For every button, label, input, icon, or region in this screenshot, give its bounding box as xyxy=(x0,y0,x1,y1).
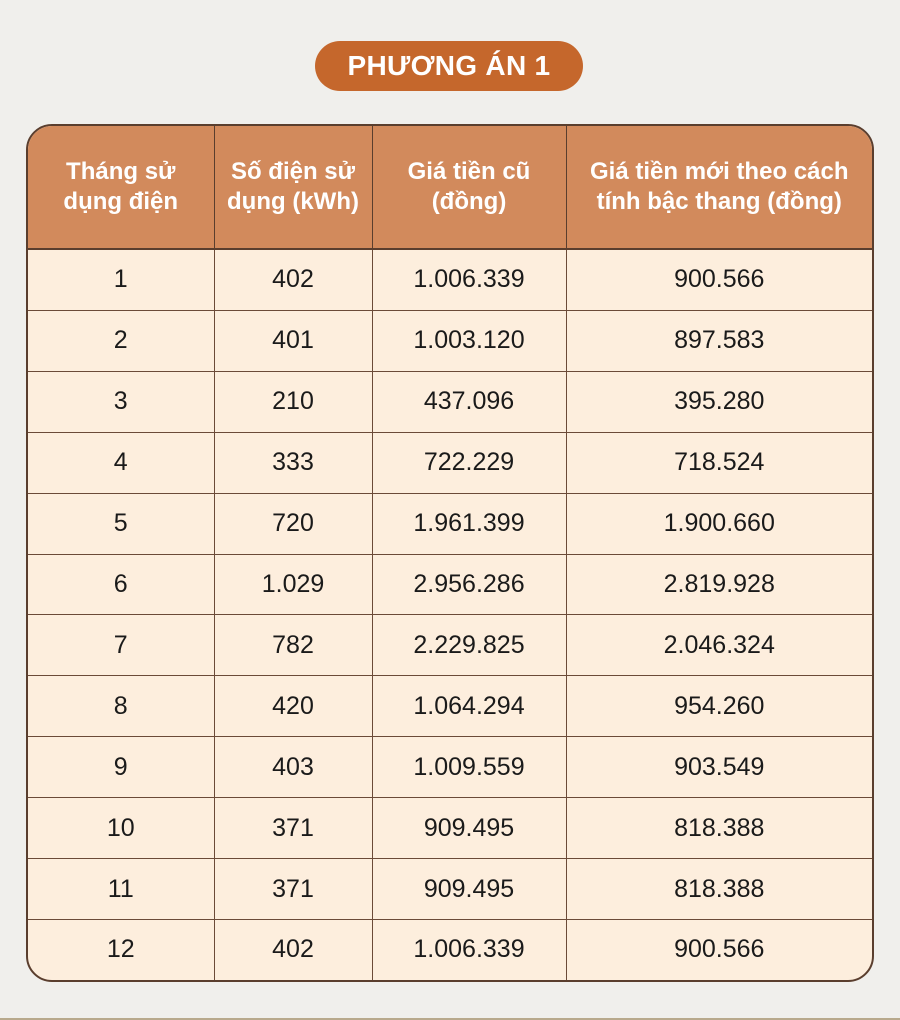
cell-month: 1 xyxy=(28,249,214,310)
cell-old-price: 722.229 xyxy=(372,432,566,493)
table-row xyxy=(28,249,872,310)
header-kwh: Số điện sử dụng (kWh) xyxy=(214,126,372,249)
table-row xyxy=(28,798,872,859)
cell-month: 5 xyxy=(28,493,214,554)
cell-kwh: 371 xyxy=(214,859,372,920)
cell-old-price: 1.009.559 xyxy=(372,737,566,798)
cell-new-price: 903.549 xyxy=(566,737,872,798)
cell-old-price: 909.495 xyxy=(372,798,566,859)
cell-old-price: 909.495 xyxy=(372,859,566,920)
cell-new-price: 900.566 xyxy=(674,935,765,964)
cell-kwh: 210 xyxy=(214,371,372,432)
cell-month: 11 xyxy=(28,859,214,920)
cell-old-price: 2.956.286 xyxy=(372,554,566,615)
electricity-price-table xyxy=(26,124,874,982)
cell-old-price: 2.229.825 xyxy=(372,615,566,676)
header-new-price: Giá tiền mới theo cách tính bậc thang (đồng) xyxy=(566,126,872,249)
cell-new-price: 395.280 xyxy=(566,371,872,432)
cell-month: 9 xyxy=(28,737,214,798)
cell-kwh: 401 xyxy=(214,310,372,371)
cell-month: 12 xyxy=(28,919,214,980)
cell-kwh: 402 xyxy=(214,249,372,310)
cell-old-price: 1.064.294 xyxy=(372,676,566,737)
cell-old-price: 1.961.399 xyxy=(372,493,566,554)
cell-kwh: 720 xyxy=(214,493,372,554)
cell-month: 2 xyxy=(28,310,214,371)
cell-new-price: 2.819.928 xyxy=(566,554,872,615)
cell-kwh: 402 xyxy=(214,919,372,980)
table-row xyxy=(28,432,872,493)
cell-new-price: 954.260 xyxy=(566,676,872,737)
cell-kwh: 782 xyxy=(214,615,372,676)
cell-month: 8 xyxy=(28,676,214,737)
cell-old-price: 1.003.120 xyxy=(372,310,566,371)
table-row xyxy=(28,859,872,920)
page-title: PHƯƠNG ÁN 1 xyxy=(315,41,583,91)
cell-new-price: 818.388 xyxy=(566,859,872,920)
cell-kwh: 420 xyxy=(214,676,372,737)
table-row xyxy=(28,310,872,371)
cell-new-price: 900.566 xyxy=(566,249,872,310)
cell-kwh: 333 xyxy=(214,432,372,493)
cell-old-price: 1.006.339 xyxy=(372,249,566,310)
cell-new-price: 718.524 xyxy=(566,432,872,493)
table-row xyxy=(28,493,872,554)
cell-new-price: 897.583 xyxy=(566,310,872,371)
table-header-row xyxy=(28,126,872,249)
cell-month: 10 xyxy=(28,798,214,859)
cell-old-price: 437.096 xyxy=(372,371,566,432)
header-old-price: Giá tiền cũ (đồng) xyxy=(372,126,566,249)
cell-month: 4 xyxy=(28,432,214,493)
cell-new-price: 1.900.660 xyxy=(566,493,872,554)
cell-month: 7 xyxy=(28,615,214,676)
table-row xyxy=(28,676,872,737)
cell-new-price: 2.046.324 xyxy=(566,615,872,676)
cell-month: 6 xyxy=(28,554,214,615)
table-row xyxy=(28,554,872,615)
cell-kwh: 371 xyxy=(214,798,372,859)
table-row xyxy=(28,737,872,798)
cell-kwh: 1.029 xyxy=(214,554,372,615)
cell-new-price: 818.388 xyxy=(566,798,872,859)
cell-kwh: 403 xyxy=(214,737,372,798)
price-table xyxy=(28,126,872,980)
table-row xyxy=(28,615,872,676)
table-row xyxy=(28,919,872,980)
cell-old-price: 1.006.339 xyxy=(372,919,566,980)
table-row xyxy=(28,371,872,432)
cell-month: 3 xyxy=(28,371,214,432)
header-month: Tháng sử dụng điện xyxy=(28,126,214,249)
